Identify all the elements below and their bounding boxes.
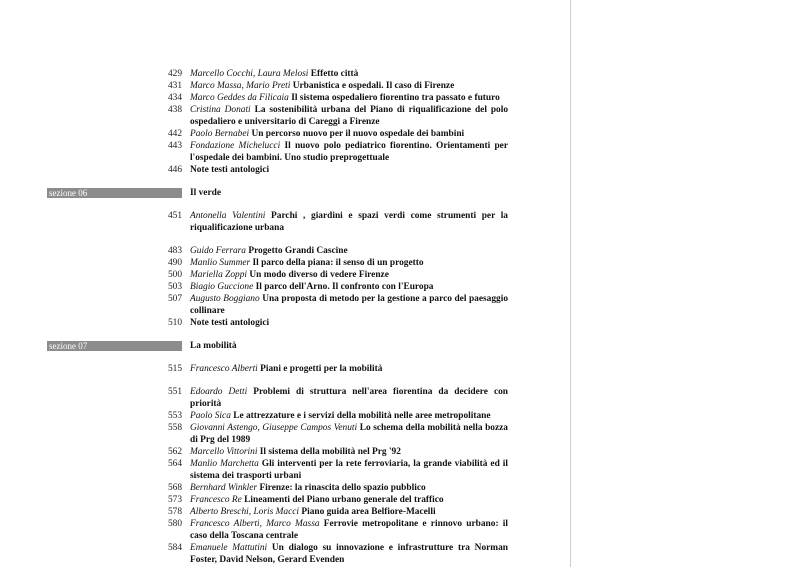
toc-entry	[0, 542, 508, 566]
spacer	[0, 375, 570, 386]
entry-title: Note testi antologici	[190, 165, 270, 175]
page-number: 443	[167, 141, 182, 151]
page-number: 451	[167, 211, 182, 221]
page-number: 431	[167, 81, 182, 91]
entry-title: Una proposta di metodo per la gestione a parco del paesaggio collinare	[190, 294, 509, 316]
page-number: 573	[167, 495, 182, 505]
toc-entry	[0, 257, 508, 269]
page-number: 483	[167, 246, 182, 256]
entry-author: Giovanni Astengo, Giuseppe Campos Venuti	[190, 423, 358, 433]
toc-entry	[0, 506, 508, 518]
spacer	[0, 234, 570, 245]
entry-author: Francesco Re	[190, 495, 242, 505]
entry-author: Biagio Guccione	[190, 282, 254, 292]
toc-entry	[0, 281, 508, 293]
entry-author: Edoardo Detti	[190, 387, 248, 397]
entry-title: Un modo diverso di vedere Firenze	[249, 270, 389, 280]
entry-author: Bernhard Winkler	[190, 483, 258, 493]
toc-entry	[0, 458, 508, 482]
section-header	[0, 340, 570, 352]
spacer	[0, 176, 570, 187]
page-number: 507	[167, 294, 182, 304]
toc-entry	[0, 269, 508, 281]
entry-title: Lo schema della mobilità nella bozza di Prg del 1989	[190, 423, 508, 445]
page-number: 558	[167, 423, 182, 433]
entry-author: Marcello Cocchi, Laura Melosi	[190, 69, 309, 79]
entry-title: Note testi antologici	[190, 318, 270, 328]
entry-title: Piani e progetti per la mobilità	[260, 364, 383, 374]
page-number: 438	[167, 105, 182, 115]
toc-entry	[0, 293, 508, 317]
page-number: 562	[167, 447, 182, 457]
entry-author: Alberto Breschi, Loris Macci	[190, 507, 300, 517]
toc-entry	[0, 68, 508, 80]
toc-entry	[0, 210, 508, 234]
toc-entry	[0, 92, 508, 104]
toc-entry	[0, 104, 508, 128]
toc-entry	[0, 363, 508, 375]
entry-author: Manlio Marchetta	[190, 459, 259, 469]
page-number: 568	[167, 483, 182, 493]
entry-author: Paolo Bernabei	[190, 129, 250, 139]
toc-entry	[0, 422, 508, 446]
entry-author: Fondazione Michelucci	[190, 141, 281, 151]
page-number: 578	[167, 507, 182, 517]
entry-title: Il sistema ospedaliero fiorentino tra passato e futuro	[291, 93, 500, 103]
table-of-contents	[0, 68, 570, 566]
entry-author: Marcello Vittorini	[190, 447, 258, 457]
entry-title: Il sistema della mobilità nel Prg '92	[259, 447, 401, 457]
page-number: 564	[167, 459, 182, 469]
toc-entry	[0, 518, 508, 542]
page-number: 490	[167, 258, 182, 268]
entry-title: Il parco della piana: il senso di un progetto	[252, 258, 424, 268]
entry-title: Le attrezzature e i servizi della mobilità nelle aree metropolitane	[233, 411, 491, 421]
entry-title: Un dialogo su innovazione e infrastrutture tra Norman Foster, David Nelson, Gerard Evenden	[190, 543, 509, 565]
section-label: sezione 07	[49, 341, 88, 351]
page-number: 553	[167, 411, 182, 421]
toc-entry	[0, 494, 508, 506]
page-number: 429	[167, 69, 182, 79]
entry-title: Urbanistica e ospedali. Il caso di Firenze	[292, 81, 455, 91]
entry-title: Firenze: la rinascita dello spazio pubblico	[259, 483, 426, 493]
entry-author: Augusto Boggiano	[190, 294, 260, 304]
spacer	[0, 199, 570, 210]
page-number: 510	[167, 318, 182, 328]
entry-author: Cristina Donati	[190, 105, 251, 115]
entry-author: Mariella Zoppi	[190, 270, 248, 280]
page-number: 584	[167, 543, 182, 553]
toc-entry	[0, 446, 508, 458]
entry-title: Progetto Grandi Cascine	[248, 246, 348, 256]
page-number: 551	[167, 387, 182, 397]
page-number: 515	[167, 364, 182, 374]
toc-entry	[0, 164, 508, 176]
entry-author: Francesco Alberti	[190, 364, 258, 374]
entry-author: Francesco Alberti, Marco Massa	[190, 519, 320, 529]
entry-author: Manlio Summer	[190, 258, 251, 268]
entry-title: Parchi , giardini e spazi verdi come strumenti per la riqualificazione urbana	[190, 211, 508, 233]
toc-entry	[0, 80, 508, 92]
entry-author: Antonella Valentini	[190, 211, 266, 221]
entry-author: Marco Massa, Mario Preti	[190, 81, 291, 91]
toc-entry	[0, 317, 508, 329]
entry-title: Effetto città	[310, 69, 359, 79]
entry-title: La sostenibilità urbana del Piano di riqualificazione del polo ospedaliero e universitario di Careggi a Firenze	[190, 105, 509, 127]
entry-title: Piano guida area Belfiore-Macelli	[301, 507, 436, 517]
page-edge-divider	[570, 0, 571, 567]
section-label: sezione 06	[49, 188, 88, 198]
toc-entry	[0, 482, 508, 494]
toc-entry	[0, 386, 508, 410]
section-header	[0, 187, 570, 199]
toc-entry	[0, 140, 508, 164]
entry-title: Gli interventi per la rete ferroviaria, la grande viabilità ed il sistema dei trasporti urbani	[190, 459, 509, 481]
entry-title: Problemi di struttura nell'area fiorentina da decidere con priorità	[190, 387, 509, 409]
entry-title: Un percorso nuovo per il nuovo ospedale dei bambini	[251, 129, 465, 139]
entry-title: Ferrovie metropolitane e rinnovo urbano: il caso della Toscana centrale	[190, 519, 508, 541]
page-number: 442	[167, 129, 182, 139]
spacer	[0, 329, 570, 340]
section-title: Il verde	[190, 188, 221, 198]
toc-entry	[0, 245, 508, 257]
toc-entry	[0, 128, 508, 140]
page-number: 434	[167, 93, 182, 103]
entry-author: Guido Ferrara	[190, 246, 246, 256]
page-number: 446	[167, 165, 182, 175]
entry-author: Paolo Sica	[190, 411, 231, 421]
entry-author: Emanuele Mattutini	[190, 543, 268, 553]
entry-author: Marco Geddes da Filicaia	[190, 93, 289, 103]
entry-title: Il parco dell'Arno. Il confronto con l'Europa	[255, 282, 434, 292]
entry-title: Il nuovo polo pediatrico fiorentino. Orientamenti per l'ospedale dei bambini. Uno studio preprogettuale	[190, 141, 508, 163]
section-title: La mobilità	[190, 341, 237, 351]
entry-title: Lineamenti del Piano urbano generale del traffico	[244, 495, 444, 505]
page-number: 503	[167, 282, 182, 292]
page-number: 500	[167, 270, 182, 280]
spacer	[0, 352, 570, 363]
toc-entry	[0, 410, 508, 422]
page-number: 580	[167, 519, 182, 529]
